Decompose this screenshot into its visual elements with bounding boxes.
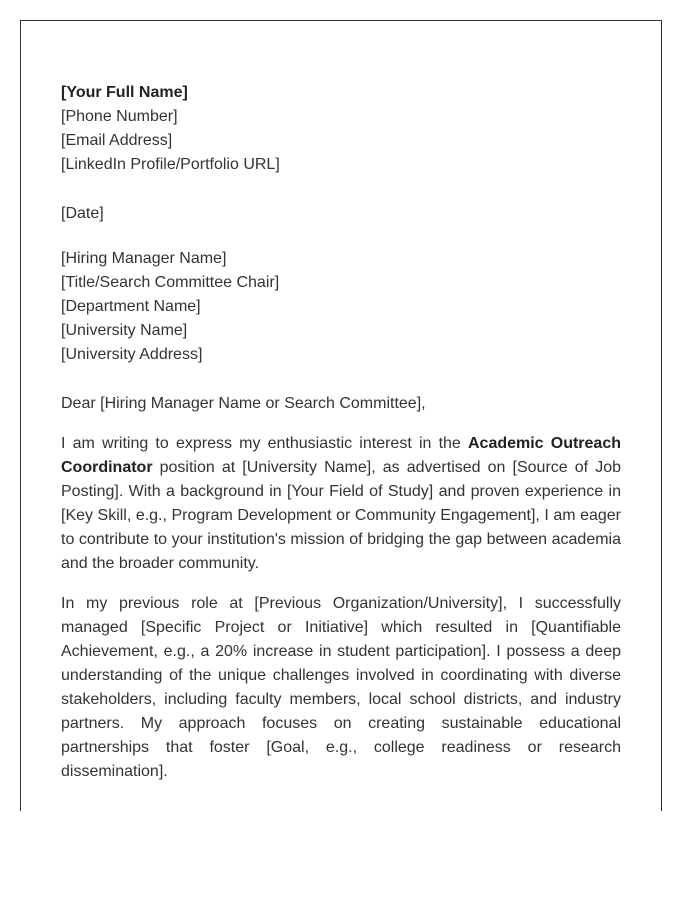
recipient-university: [University Name] [61, 322, 188, 339]
spacer [61, 226, 621, 247]
body-paragraph-1 [61, 432, 621, 576]
spacer [61, 177, 621, 202]
sender-linkedin: [LinkedIn Profile/Portfolio URL] [61, 156, 280, 173]
paragraph-1-rest: position at [University Name], as advertised on [Source of Job Posting]. With a background in [Your Field of Study] and proven experience in [Key Skill, e.g., Program Development or Community Engagement], I am eager to contribute to your institution's mission of bridging the gap between academia and the broader community. [61, 459, 621, 572]
paragraph-1-intro: I am writing to express my enthusiastic interest in the [61, 435, 468, 452]
sender-name: [Your Full Name] [61, 84, 188, 101]
sender-email: [Email Address] [61, 132, 173, 149]
recipient-block [61, 247, 621, 367]
spacer [61, 367, 621, 392]
letter-date: [Date] [61, 205, 104, 222]
salutation: Dear [Hiring Manager Name or Search Committee], [61, 395, 426, 412]
body-paragraph-2: In my previous role at [Previous Organization/University], I successfully managed [Specific Project or Initiative] which resulted in [Quantifiable Achievement, e.g., a 20% increase in student participation]. I possess a deep understanding of the unique challenges involved in coordinating with diverse stakeholders, including faculty members, local school districts, and industry partners. My approach focuses on creating sustainable educational partnerships that foster [Goal, e.g., college readiness or research dissemination]. [61, 595, 621, 780]
letter-content [61, 81, 621, 784]
sender-block [61, 81, 621, 177]
letter-page [20, 20, 662, 811]
recipient-address: [University Address] [61, 346, 203, 363]
recipient-department: [Department Name] [61, 298, 201, 315]
recipient-title: [Title/Search Committee Chair] [61, 274, 280, 291]
recipient-name: [Hiring Manager Name] [61, 250, 227, 267]
sender-phone: [Phone Number] [61, 108, 178, 125]
position-title: Academic Outreach Coordinator [61, 435, 621, 476]
